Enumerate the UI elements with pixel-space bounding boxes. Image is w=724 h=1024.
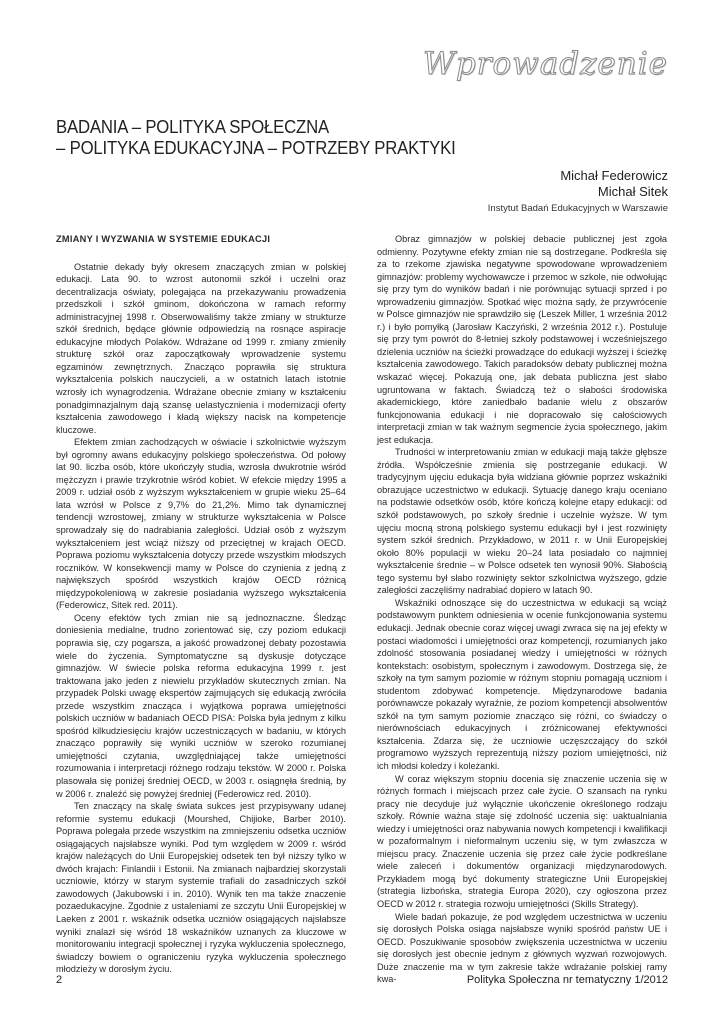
paragraph: Oceny efektów tych zmian nie są jednoznaczne. Śledząc doniesienia medialne, trudno zorientować się, czy poziom edukacji poprawia się, czy pogarsza, a jakość prowadzonej debaty pozostawia wiele do życzenia. Symptomatyczne są dyskusje dotyczące gimnazjów. W świecie polska reforma edukacyjna 1999 r. jest traktowana jako jeden z niewielu przykładów skutecznych zmian. Na przypadek Polski uwagę ekspertów zajmujących się edukacją zwróciła przede wszystkim znacząca i wyjątkowa poprawa umiejętności polskich uczniów w badaniach OECD PISA: Polska była jednym z kilku spośród kilkudziesięciu krajów uczestniczących w badaniu, w których znacząco poprawiły się wyniki uczniów w szeroko rozumianej umiejętności czytania, uwzględniającej także umiejętności rozumowania i interpretacji różnego rodzaju tekstów. W 2000 r. Polska plasowała się poniżej średniej OECD, w 2003 r. osiągnęła średnią, by w 2006 r. znaleźć się powyżej średniej (Federowicz red. 2010). xyxy=(56,612,346,799)
paragraph: W coraz większym stopniu docenia się znaczenie uczenia się w różnych formach i miejscach przez całe życie. O szansach na rynku pracy nie decyduje już wyłącznie ukończenie określonego rodzaju szkoły. Równie ważna staje się zdolność uczenia się: uaktualniania wiedzy i umiejętności oraz nabywania nowych kompetencji i kwalifikacji w pozaformalnym i nieformalnym uczeniu się, w tym zwłaszcza w miejscu pracy. Znaczenie uczenia się przez całe życie podkreślane wiele zaleceń i dokumentów organizacji międzynarodowych. Przykładem mogą być dokumenty strategiczne Unii Europejskiej (strategia lizbońska, strategia Europa 2020), czy ogłoszona przez OECD w 2012 r. strategia rozwoju umiejętności (Skills Strategy). xyxy=(377,773,667,909)
author-affiliation: Instytut Badań Edukacyjnych w Warszawie xyxy=(487,203,668,214)
journal-name: Polityka Społeczna nr tematyczny 1/2012 xyxy=(466,974,668,986)
text-column-right xyxy=(377,233,667,986)
paragraph: Wiele badań pokazuje, że pod względem uczestnictwa w uczeniu się dorosłych Polska osiąga najsłabsze wyniki spośród państw UE i OECD. Poszukiwanie sposobów zwiększenia uczestnictwa w uczeniu się dorosłych jest obecnie jednym z głównych wyzwań rozwojowych. Duże znaczenie ma w tym zakresie także wdrażanie polskiej ramy kwa- xyxy=(377,911,667,985)
paragraph: Efektem zmian zachodzących w oświacie i szkolnictwie wyższym był ogromny awans edukacyjny polskiego społeczeństwa. Od połowy lat 90. liczba osób, które ukończyły studia, wzrosła dwukrotnie wśród mężczyzn i prawie trzykrotnie wśród kobiet. W efekcie między 1995 a 2009 r. udział osób z wyższym wykształceniem w grupie wieku 25–64 lata wzrósł w Polsce z 9,7% do 21,2%. Mimo tak dynamicznej tendencji wzrostowej, zmiany w strukturze wykształcenia w Polsce sprowadzały się do nadrabiania zaległości. Udział osób z wyższym wykształceniem jest wciąż niższy od przeciętnej w krajach OECD. Poprawa poziomu wykształcenia dotyczy przede wszystkim młodszych roczników. W konsekwencji mamy w Polsce do czynienia z jedną z największych spośród wszystkich krajów OECD różnicą międzypokoleniową w zakresie posiadania wyższego wykształcenia (Federowicz, Sitek red. 2011). xyxy=(56,437,346,611)
section-header: Wprowadzenie xyxy=(423,46,668,82)
text-column-left xyxy=(56,233,346,976)
paragraph: Wskaźniki odnoszące się do uczestnictwa w edukacji są wciąż podstawowym punktem odniesienia w ocenie funkcjonowania systemu edukacji. Jednak obecnie coraz więcej uwagi zwraca się na jej efekty w postaci wiadomości i umiejętności oraz kompetencji, rozumianych jako zdolność stosowania posiadanej wiedzy i umiejętności w różnych kontekstach: osobistym, społecznym i zawodowym. Dostrzega się, że szkoły na tym samym poziomie w różnym stopniu pomagają uczniom i studentom zdobywać kompetencje. Międzynarodowe badania porównawcze pokazały wyraźnie, że poziom kompetencji absolwentów szkół na tym samym poziomie znacząco się różni, co świadczy o nierównościach edukacyjnych i zróżnicowanej efektywności kształcenia. Zdarza się, że uczniowie uczęszczający do szkół programowo wyższych reprezentują niższy poziom umiejętności, niż ich młodsi koledzy i koleżanki. xyxy=(377,597,667,771)
article-title xyxy=(56,117,614,159)
author-name: Michał Federowicz xyxy=(560,168,668,183)
paragraph: Obraz gimnazjów w polskiej debacie publicznej jest zgoła odmienny. Pozytywne efekty zmian nie są dostrzegane. Podkreśla się za to rzekome zjawiska negatywne spowodowane wprowadzeniem gimnazjów: problemy wychowawcze i przemoc w szkole, nie odwołując się przy tym do wyników badań i nie porównując sytuacji sprzed i po wprowadzeniu gimnazjów. Spotkać więc można sądy, że przywrócenie w Polsce gimnazjów nie sprawdziło się (Leszek Miller, 1 września 2012 r.) i było pomyłką (Jarosław Kaczyński, 2 września 2012 r.). Postuluje się przy tym powrót do 8-letniej szkoły podstawowej i wcześniejszego dzielenia uczniów na ścieżki prowadzące do edukacji wyższej i ścieżkę kształcenia zawodowego. Takich paradoksów debaty publicznej można wskazać więcej. Pokazują one, jak debata publiczna jest słabo ugruntowana w faktach. Świadczą też o słabości środowiska akademickiego, które zaniedbało badanie wielu z obszarów funkcjonowania edukacji i nie dopracowało się całościowych interpretacji zmian w tak ważnym segmencie życia społecznego, jakim jest edukacja. xyxy=(377,234,667,445)
article-title-line-1: BADANIA – POLITYKA SPOŁECZNA xyxy=(56,117,329,137)
article-title-line-2: – POLITYKA EDUKACYJNA – POTRZEBY PRAKTYKI xyxy=(56,138,456,158)
paragraph: Trudności w interpretowaniu zmian w edukacji mają także głębsze źródła. Współcześnie zmienia się postrzeganie edukacji. W tradycyjnym ujęciu edukacja była widziana głównie poprzez wskaźniki obrazujące uczestnictwo w edukacji. Sytuację danego kraju oceniano na podstawie odsetków osób, które kończą kolejne etapy edukacji: od szkół podstawowych, po szkoły średnie i uczelnie wyższe. W tym ujęciu mocną stroną polskiego systemu edukacji był i jest rozwinięty system szkół średnich. Przykładowo, w 2011 r. w Unii Europejskiej około 80% populacji w wieku 20–24 lata posiadało co najmniej wykształcenie średnie – w Polsce odsetek ten wynosił 90%. Słabością tego systemu był słabo rozwinięty sektor szkolnictwa wyższego, gdzie zaległości zaczęliśmy nadrabiać dopiero w latach 90. xyxy=(377,447,667,596)
paragraph: Ten znaczący na skalę świata sukces jest przypisywany udanej reformie systemu edukacji (Mourshed, Chijioke, Barber 2010). Poprawa polegała przede wszystkim na zmniejszeniu odsetka uczniów osiągających najsłabsze wyniki. Pod tym względem w 2009 r. wśród krajów należących do Unii Europejskiej odsetek ten był niższy tylko w dwóch krajach: Finlandii i Estonii. Na zmianach najbardziej skorzystali uczniowie, którzy w starym systemie trafiali do zasadniczych szkół zawodowych (Jakubowski i in. 2010). Wynik ten ma także znaczenie pozaedukacyjne. Zgodnie z ustaleniami ze szczytu Unii Europejskiej w Laeken z 2001 r. wskaźnik odsetka uczniów osiągających najsłabsze wyniki znalazł się wśród 18 wskaźników uznanych za kluczowe w monitorowaniu integracji społecznej i ryzyka wykluczenia społecznego, świadczy bowiem o ograniczeniu ryzyka wykluczenia społecznego młodzieży w dorosłym życiu. xyxy=(56,801,346,975)
section-heading: ZMIANY I WYZWANIA W SYSTEMIE EDUKACJI xyxy=(56,234,271,244)
author-list xyxy=(560,168,668,200)
page-number: 2 xyxy=(56,974,63,986)
author-name: Michał Sitek xyxy=(597,184,668,199)
paragraph: Ostatnie dekady były okresem znaczących zmian w polskiej edukacji. Lata 90. to wzrost autonomii szkół i uczelni oraz decentralizacja oświaty, polegająca na przekazywaniu prowadzenia przedszkoli i szkół gminom, dokończona w ramach reformy administracyjnej 1998 r. Obserwowaliśmy także zmiany w strukturze szkół średnich, będące głównie odpowiedzią na rosnące aspiracje edukacyjne młodych Polaków. Wdrażane od 1999 r. zmiany zmieniły strukturę szkół oraz zapoczątkowały wprowadzenie systemu egzaminów zewnętrznych. Znacząco poprawiła się struktura wykształcenia polskich nauczycieli, a w ostatnich latach istotnie wzrosły ich wynagrodzenia. Wdrażane obecnie zmiany w kształceniu ponadgimnazjalnym dają szansę uelastycznienia i modernizacji oferty kształcenia zawodowego i kładą większy nacisk na kompetencje kluczowe. xyxy=(56,261,346,435)
